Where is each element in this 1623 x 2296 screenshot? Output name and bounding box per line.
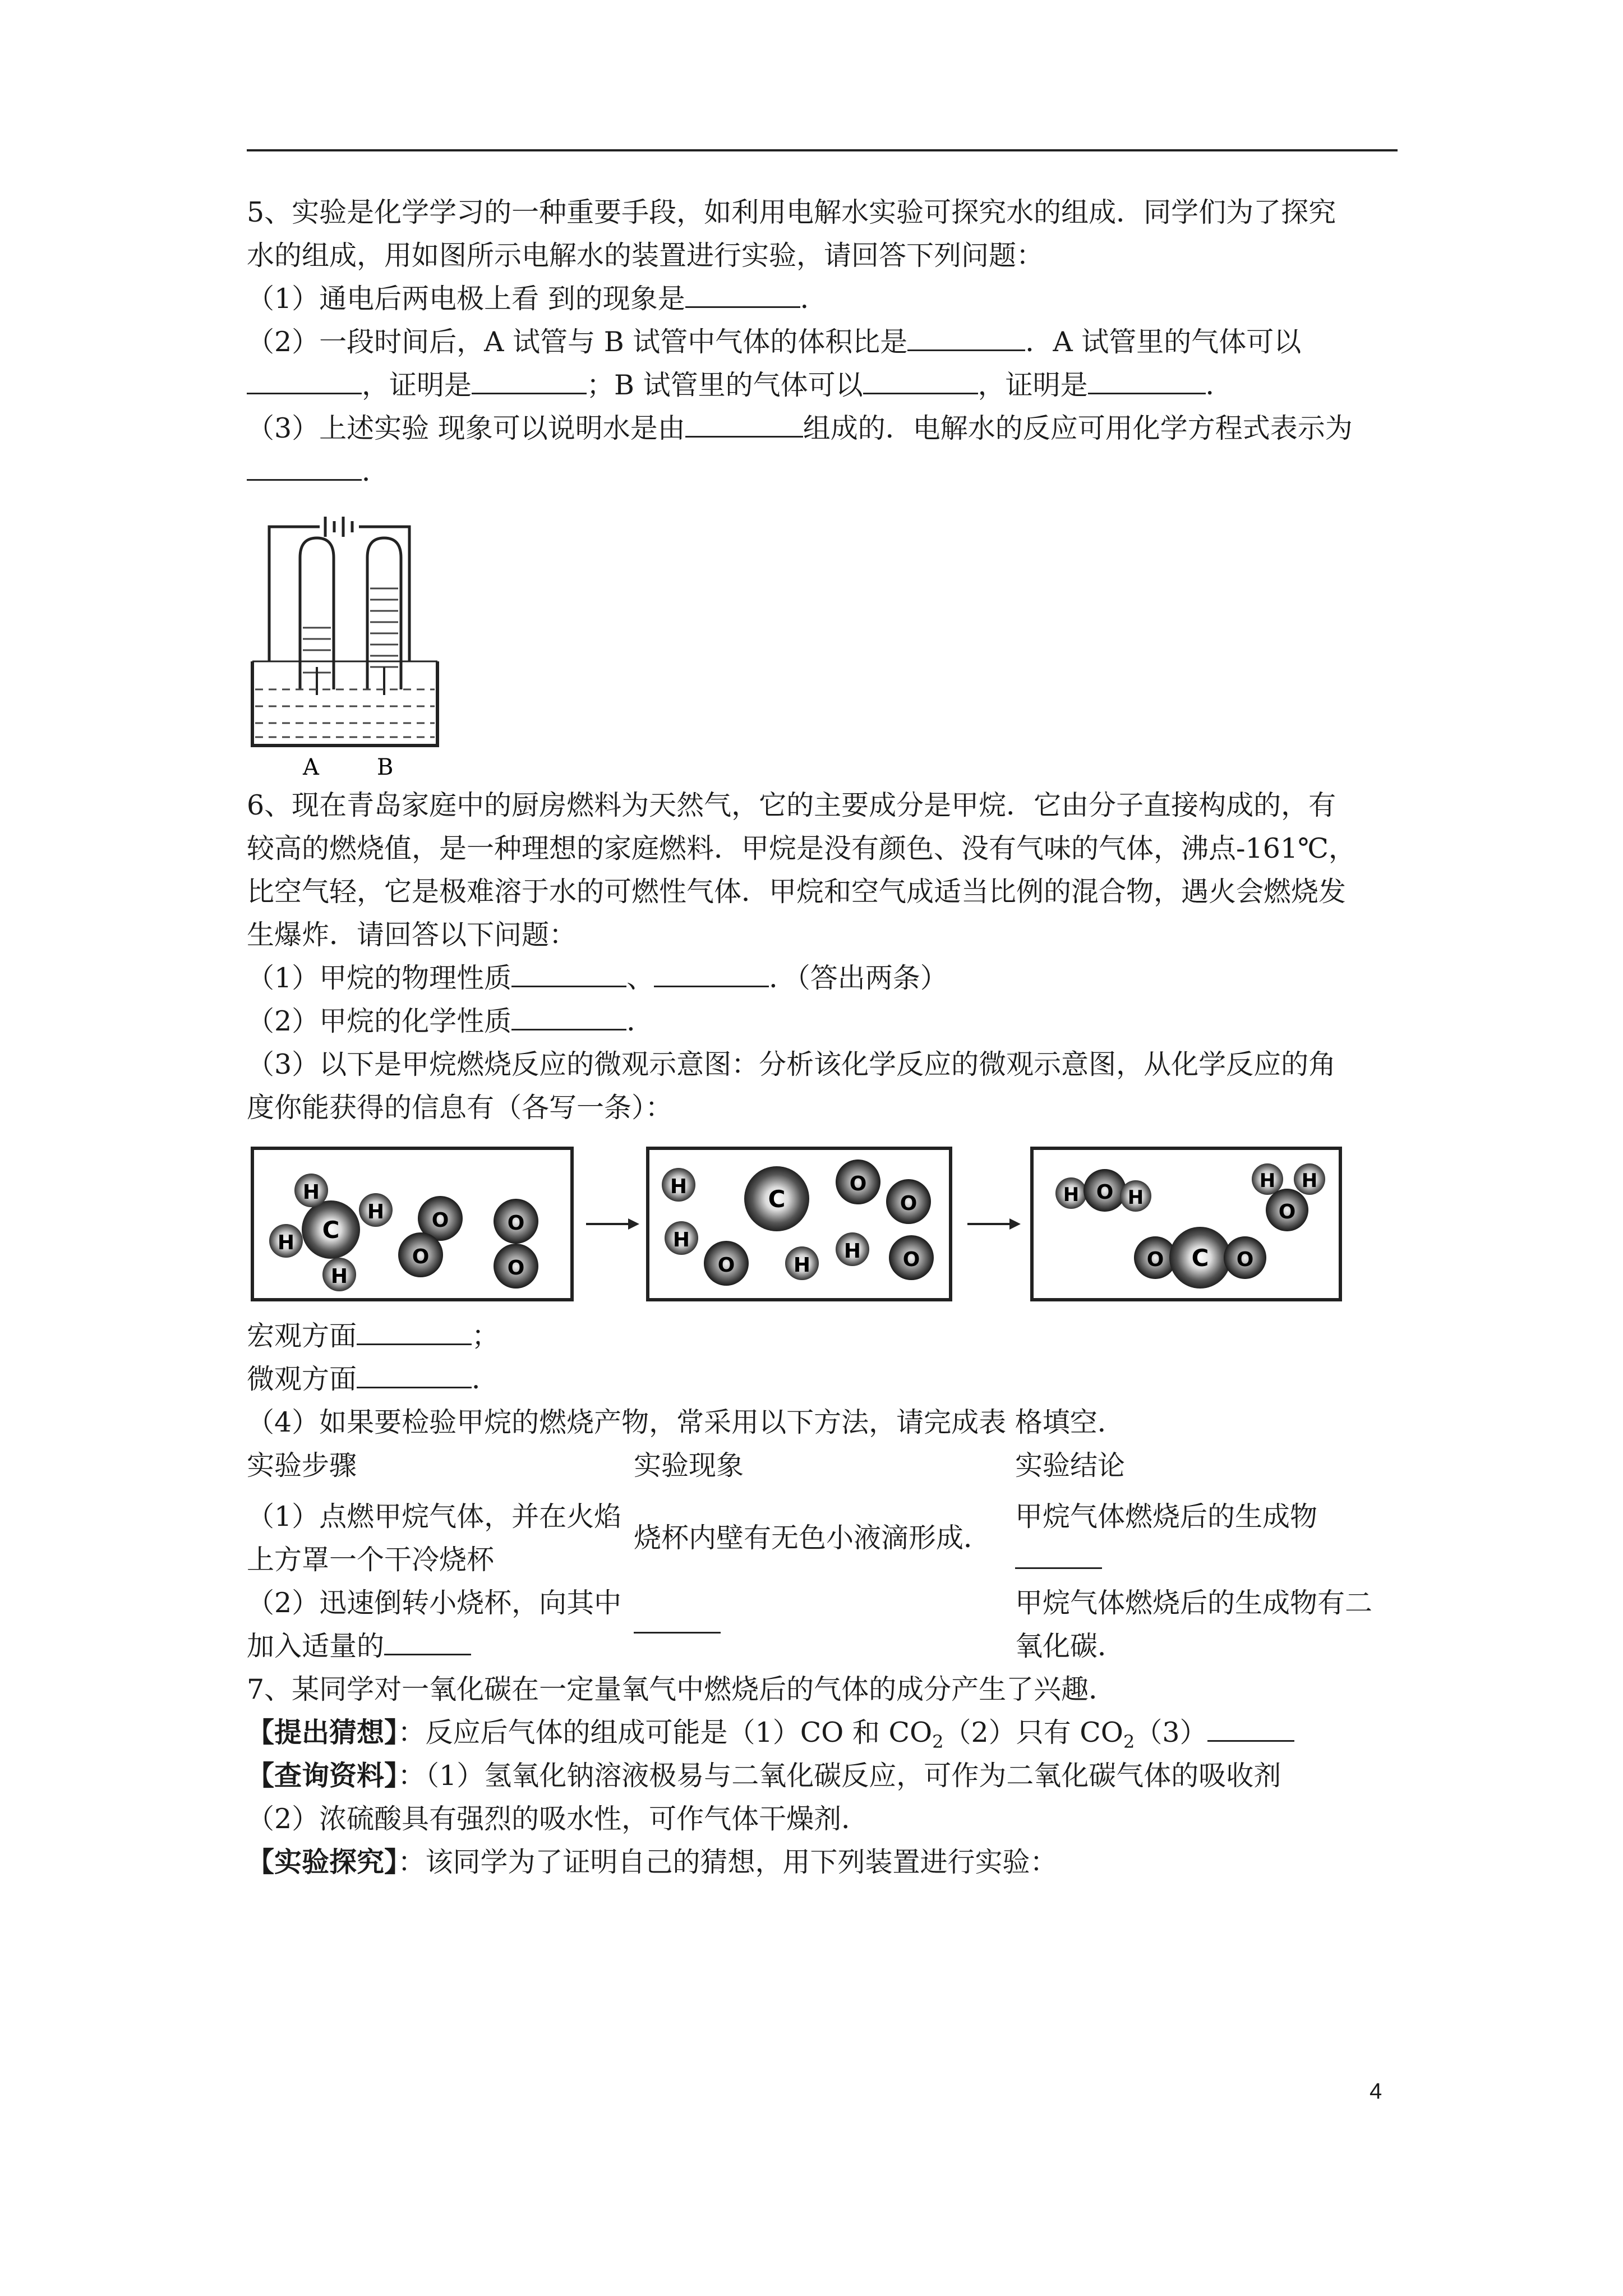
answer-blank[interactable]: [685, 408, 803, 438]
answer-blank[interactable]: [654, 958, 769, 987]
table-header: 实验现象: [634, 1450, 744, 1481]
question-5: [247, 191, 1398, 779]
svg-text:H: H: [1063, 1184, 1080, 1206]
svg-text:H: H: [367, 1200, 385, 1223]
oxygen-molecule: [494, 1199, 538, 1289]
fig-label-a: A: [303, 754, 319, 779]
answer-blank[interactable]: [247, 451, 362, 481]
header-rule: [247, 149, 1398, 151]
q7-info: 【查询资料】：（1）氢氧化钠溶液极易与二氧化碳反应，可作为二氧化碳气体的吸收剂: [247, 1759, 1281, 1792]
q6-part2: （2）甲烷的化学性质 ．: [247, 1000, 1398, 1043]
q6-stem-line2: 较高的燃烧值，是一种理想的家庭燃料．甲烷是没有颜色、没有气味的气体，沸点-161℃，: [247, 832, 1356, 864]
q5-part2-line1: （2）一段时间后，A 试管与 B 试管中气体的体积比是 ．A 试管里的气体可以: [247, 320, 1398, 364]
question-7: [247, 1668, 1398, 1884]
svg-text:O: O: [431, 1209, 449, 1232]
svg-text:H: H: [330, 1265, 348, 1288]
answer-blank[interactable]: [1207, 1712, 1294, 1742]
answer-blank[interactable]: [1088, 365, 1206, 394]
answer-blank[interactable]: [357, 1359, 472, 1388]
svg-text:H: H: [277, 1231, 295, 1254]
q6-micro: 微观方面 ．: [247, 1358, 1398, 1401]
svg-text:O: O: [717, 1254, 735, 1277]
separated-atoms: [662, 1159, 934, 1286]
answer-blank[interactable]: [1015, 1539, 1102, 1569]
q6-part1: （1）甲烷的物理性质 、 ．（答出两条）: [247, 956, 1398, 1000]
q7-stem: 7、某同学对一氧化碳在一定量氧气中燃烧后的气体的成分产生了兴趣．: [247, 1673, 1117, 1705]
q5-part1: （1）通电后两电极上看 到的现象是 ．: [247, 277, 1398, 320]
svg-text:H: H: [793, 1254, 811, 1277]
carbon-dioxide-molecule: [1134, 1227, 1266, 1289]
answer-blank[interactable]: [511, 958, 626, 987]
answer-blank[interactable]: [634, 1604, 721, 1634]
q6-part3-line1: （3）以下是甲烷燃烧反应的微观示意图：分析该化学反应的微观示意图，从化学反应的角: [247, 1048, 1336, 1080]
q5-part3-line2: ．: [247, 450, 1398, 493]
water-molecule: [1252, 1163, 1325, 1231]
q7-experiment: 【实验探究】：该同学为了证明自己的猜想，用下列装置进行实验：: [247, 1846, 1058, 1878]
svg-text:H: H: [302, 1181, 320, 1204]
fig-label-b: B: [377, 754, 394, 779]
q6-part3-line2: 度你能获得的信息有（各写一条）：: [247, 1092, 673, 1124]
oxygen-molecule: [398, 1196, 463, 1277]
svg-text:O: O: [1096, 1181, 1114, 1204]
answer-blank[interactable]: [384, 1626, 471, 1655]
svg-text:O: O: [507, 1257, 525, 1280]
q6-stem-line3: 比空气轻，它是极难溶于水的可燃性气体．甲烷和空气成适当比例的混合物，遇火会燃烧发: [247, 876, 1347, 908]
water-molecule: [1055, 1169, 1151, 1212]
svg-text:H: H: [1259, 1170, 1276, 1192]
experiment-table: [247, 1444, 1398, 1668]
svg-text:O: O: [1236, 1248, 1254, 1271]
answer-blank[interactable]: [863, 365, 978, 394]
q5-stem-line1: 5、实验是化学学习的一种重要手段，如利用电解水实验可探究水的组成．同学们为了探究: [247, 196, 1336, 228]
svg-text:H: H: [843, 1240, 861, 1263]
svg-text:H: H: [672, 1228, 690, 1251]
q5-stem-line2: 水的组成，用如图所示电解水的装置进行实验，请回答下列问题：: [247, 240, 1044, 272]
q6-stem-line4: 生爆炸．请回答以下问题：: [247, 919, 577, 951]
q7-info-2: （2）浓硫酸具有强烈的吸水性，可作气体干燥剂．: [247, 1803, 869, 1835]
answer-blank[interactable]: [472, 365, 587, 394]
svg-text:O: O: [507, 1212, 525, 1235]
table-header: 实验结论: [1015, 1450, 1126, 1481]
answer-blank[interactable]: [907, 321, 1025, 351]
svg-text:H: H: [1127, 1186, 1144, 1209]
svg-text:C: C: [768, 1185, 786, 1213]
methane-combustion-micro-diagram: [247, 1137, 1398, 1311]
svg-text:O: O: [412, 1245, 430, 1268]
svg-text:O: O: [902, 1248, 920, 1271]
table-row: （1）点燃甲烷气体，并在火焰 上方罩一个干冷烧杯 烧杯内壁有无色小液滴形成． 甲烷气体燃烧后的生成物: [247, 1501, 1318, 1576]
answer-blank[interactable]: [511, 1001, 626, 1030]
svg-text:H: H: [1301, 1170, 1318, 1192]
page-number: 4: [1370, 2079, 1382, 2104]
table-header-row: [247, 1444, 1398, 1495]
q6-macro: 宏观方面 ；: [247, 1314, 1398, 1358]
answer-blank[interactable]: [247, 365, 362, 394]
table-header: 实验步骤: [247, 1450, 357, 1481]
q5-part2-line2: ，证明是 ；B 试管里的气体可以 ，证明是 ．: [247, 364, 1398, 407]
svg-text:C: C: [322, 1216, 340, 1244]
answer-blank[interactable]: [685, 278, 800, 308]
svg-text:O: O: [1278, 1200, 1296, 1223]
answer-blank[interactable]: [357, 1315, 472, 1345]
svg-text:O: O: [1146, 1248, 1164, 1271]
q6-part4: （4）如果要检验甲烷的燃烧产物，常采用以下方法，请完成表 格填空．: [247, 1406, 1125, 1438]
question-6: [247, 784, 1398, 1668]
svg-text:H: H: [670, 1175, 688, 1198]
page-content: [247, 191, 1398, 1884]
q7-guess: 【提出猜想】：反应后气体的组成可能是（1）CO 和 $CO_2(2)$只有 $CO_2(3)$: [247, 1711, 1398, 1754]
svg-text:O: O: [900, 1192, 917, 1215]
q5-part3-line1: （3）上述实验 现象可以说明水是由 组成的．电解水的反应可用化学方程式表示为: [247, 407, 1398, 450]
svg-text:O: O: [849, 1172, 867, 1195]
svg-text:C: C: [1191, 1244, 1209, 1272]
methane-molecule: [269, 1174, 393, 1291]
electrolysis-apparatus-figure: [247, 504, 449, 779]
table-row: （2）迅速倒转小烧杯，向其中 加入适量的 甲烷气体燃烧后的生成物有二 氧化碳．: [247, 1587, 1373, 1662]
q6-stem-line1: 6、现在青岛家庭中的厨房燃料为天然气，它的主要成分是甲烷．它由分子直接构成的，有: [247, 789, 1336, 821]
